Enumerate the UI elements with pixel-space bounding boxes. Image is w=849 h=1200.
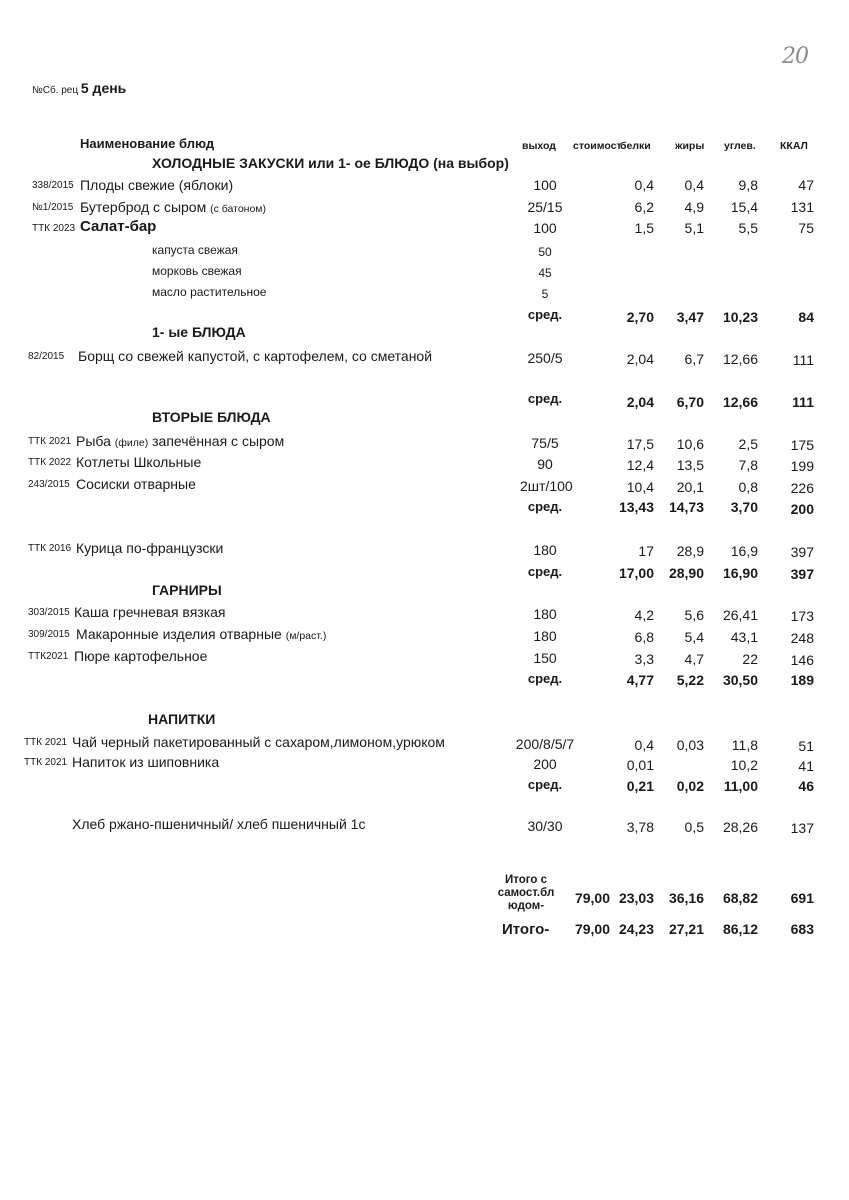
- dish-output: 75/5: [531, 435, 559, 451]
- carbs-value: 0,8: [738, 479, 758, 495]
- kcal-value: 84: [798, 309, 814, 325]
- dish-name-text: Макаронные изделия отварные: [76, 626, 282, 642]
- protein-value: 3,3: [634, 651, 654, 667]
- carbs-value: 9,8: [738, 177, 758, 193]
- protein-value: 3,78: [626, 819, 654, 835]
- dish-output: 25/15: [527, 199, 563, 215]
- dish-output: 100: [533, 220, 557, 236]
- dish-name: Котлеты Школьные: [76, 454, 202, 470]
- fat-value: 5,4: [684, 629, 704, 645]
- carbs-value: 16,90: [722, 565, 758, 581]
- carbs-value: 12,66: [722, 351, 758, 367]
- recipe-code: ТТК2021: [28, 651, 69, 662]
- protein-value: 2,04: [626, 394, 654, 410]
- avg-label: сред.: [527, 777, 563, 792]
- table-row: [0, 734, 849, 754]
- kcal-value: 46: [798, 778, 814, 794]
- average-row: [0, 777, 849, 797]
- section-drinks: НАПИТКИ: [148, 711, 216, 727]
- dish-output: 180: [533, 606, 557, 622]
- carbs-value: 10,23: [722, 309, 758, 325]
- table-row: [0, 454, 849, 474]
- protein-value: 24,23: [618, 921, 654, 937]
- fat-value: 6,70: [676, 394, 704, 410]
- ingredient-output: 50: [538, 245, 552, 259]
- carbs-value: 5,5: [738, 220, 758, 236]
- kcal-value: 111: [792, 394, 814, 410]
- kcal-value: 248: [790, 630, 814, 646]
- fat-value: 14,73: [668, 499, 704, 515]
- carbs-value: 10,2: [730, 757, 758, 773]
- table-row: [0, 540, 849, 560]
- recipe-book-prefix: №Сб. рец: [32, 85, 79, 96]
- table-row: [0, 348, 849, 368]
- ingredient-name: капуста свежая: [152, 243, 238, 257]
- protein-value: 0,4: [634, 737, 654, 753]
- table-row: [0, 648, 849, 668]
- kcal-value: 131: [790, 199, 814, 215]
- carbs-value: 7,8: [738, 457, 758, 473]
- protein-value: 2,70: [626, 309, 654, 325]
- fat-value: 10,6: [676, 436, 704, 452]
- dish-name: Борщ со свежей капустой, с картофелем, со сметаной: [78, 348, 433, 364]
- recipe-code: ТТК 2021: [28, 436, 72, 447]
- column-header-output: выход: [522, 140, 556, 152]
- dish-name: Чай черный пакетированный с сахаром,лимоном,урюком: [72, 734, 445, 750]
- protein-value: 10,4: [626, 479, 654, 495]
- fat-value: 20,1: [676, 479, 704, 495]
- recipe-code: 303/2015: [28, 607, 70, 618]
- fat-value: 0,02: [676, 778, 704, 794]
- recipe-code: 338/2015: [32, 180, 74, 191]
- dish-name: [80, 199, 266, 215]
- total-label-line: юдом-: [507, 900, 545, 912]
- kcal-value: 137: [790, 820, 814, 836]
- section-first-courses: 1- ые БЛЮДА: [152, 324, 246, 340]
- carbs-value: 16,9: [730, 543, 758, 559]
- cost-value: 79,00: [574, 890, 610, 906]
- dish-output: 2шт/100: [520, 478, 573, 494]
- fat-value: 13,5: [676, 457, 704, 473]
- dish-note: (филе): [114, 437, 149, 449]
- dish-output: 250/5: [527, 350, 563, 366]
- dish-output: 200/8/5/7: [515, 736, 575, 752]
- fat-value: 28,90: [668, 565, 704, 581]
- fat-value: 5,1: [684, 220, 704, 236]
- protein-value: 0,4: [634, 177, 654, 193]
- ingredient-name: масло растительное: [152, 285, 267, 299]
- kcal-value: 51: [798, 738, 814, 754]
- protein-value: 1,5: [634, 220, 654, 236]
- total-label: Итого-: [502, 921, 550, 938]
- kcal-value: 75: [798, 220, 814, 236]
- kcal-value: 397: [790, 544, 814, 560]
- recipe-code: ТТК 2016: [28, 543, 72, 554]
- recipe-code: ТТК 2023: [32, 223, 76, 234]
- protein-value: 23,03: [618, 890, 654, 906]
- avg-label: сред.: [527, 391, 563, 406]
- dish-name: Плоды свежие (яблоки): [80, 177, 234, 193]
- table-row: [0, 626, 849, 646]
- dish-name: Салат-бар: [80, 218, 157, 235]
- recipe-code: ТТК 2021: [24, 757, 68, 768]
- kcal-value: 41: [798, 758, 814, 774]
- kcal-value: 111: [792, 352, 814, 368]
- protein-value: 6,8: [634, 629, 654, 645]
- kcal-value: 226: [790, 480, 814, 496]
- recipe-code: №1/2015: [32, 202, 74, 213]
- recipe-code: ТТК 2022: [28, 457, 72, 468]
- handwritten-page-number: 20: [782, 44, 808, 69]
- dish-name: [76, 626, 326, 642]
- fat-value: 36,16: [668, 890, 704, 906]
- recipe-code: 309/2015: [28, 629, 70, 640]
- table-row: [0, 199, 849, 219]
- protein-value: 17,00: [618, 565, 654, 581]
- kcal-value: 691: [790, 890, 814, 906]
- dish-name: Каша гречневая вязкая: [74, 604, 226, 620]
- carbs-value: 15,4: [730, 199, 758, 215]
- dish-name: Хлеб ржано-пшеничный/ хлеб пшеничный 1с: [72, 816, 366, 832]
- document-header: [32, 80, 126, 96]
- fat-value: 6,7: [684, 351, 704, 367]
- dish-output: 200: [533, 756, 557, 772]
- fat-value: 0,4: [684, 177, 704, 193]
- column-header-name: Наименование блюд: [80, 136, 215, 151]
- dish-note: (с батоном): [210, 203, 267, 215]
- dish-output: 150: [533, 650, 557, 666]
- cost-value: 79,00: [574, 921, 610, 937]
- avg-label: сред.: [527, 671, 563, 686]
- carbs-value: 22: [742, 651, 758, 667]
- ingredient-row: [0, 243, 849, 263]
- column-header-carbs: углев.: [724, 140, 756, 152]
- total-label-line: самост.бл: [497, 887, 555, 899]
- ingredient-row: [0, 285, 849, 305]
- section-second-courses: ВТОРЫЕ БЛЮДА: [152, 409, 271, 425]
- column-header-fat: жиры: [675, 140, 705, 152]
- protein-value: 17,5: [626, 436, 654, 452]
- total-with-first-row: [0, 890, 849, 910]
- fat-value: 27,21: [668, 921, 704, 937]
- protein-value: 4,77: [626, 672, 654, 688]
- table-row: [0, 433, 849, 453]
- fat-value: 4,9: [684, 199, 704, 215]
- carbs-value: 2,5: [738, 436, 758, 452]
- dish-name: Напиток из шиповника: [72, 754, 220, 770]
- column-header-protein: белки: [620, 140, 651, 152]
- recipe-code: 82/2015: [28, 351, 65, 362]
- fat-value: 5,6: [684, 607, 704, 623]
- carbs-value: 30,50: [722, 672, 758, 688]
- kcal-value: 200: [790, 501, 814, 517]
- dish-output: 100: [533, 177, 557, 193]
- protein-value: 2,04: [626, 351, 654, 367]
- table-row: [0, 604, 849, 624]
- dish-name: [76, 433, 284, 449]
- avg-label: сред.: [527, 499, 563, 514]
- average-row: [0, 307, 849, 327]
- fat-value: 0,03: [676, 737, 704, 753]
- kcal-value: 397: [790, 566, 814, 582]
- protein-value: 4,2: [634, 607, 654, 623]
- table-row: [0, 220, 849, 240]
- dish-name: Сосиски отварные: [76, 476, 196, 492]
- avg-label: сред.: [527, 564, 563, 579]
- column-header-kcal: ККАЛ: [780, 140, 808, 152]
- carbs-value: 11,00: [723, 778, 758, 794]
- carbs-value: 86,12: [722, 921, 758, 937]
- protein-value: 12,4: [626, 457, 654, 473]
- fat-value: 5,22: [676, 672, 704, 688]
- table-row: [0, 816, 849, 836]
- protein-value: 17: [638, 543, 654, 559]
- avg-label: сред.: [527, 307, 563, 322]
- section-cold-appetizers: ХОЛОДНЫЕ ЗАКУСКИ или 1- ое БЛЮДО (на выбор): [152, 155, 509, 171]
- fat-value: 28,9: [676, 543, 704, 559]
- kcal-value: 683: [790, 921, 814, 937]
- average-row: [0, 671, 849, 691]
- fat-value: 0,5: [684, 819, 704, 835]
- ingredient-output: 5: [541, 287, 549, 301]
- dish-name-text: запечённая с сыром: [152, 433, 285, 449]
- kcal-value: 175: [790, 437, 814, 453]
- carbs-value: 68,82: [722, 890, 758, 906]
- dish-name: Курица по-французски: [76, 540, 224, 556]
- kcal-value: 189: [790, 672, 814, 688]
- column-header-cost: стоимост: [573, 140, 622, 152]
- carbs-value: 3,70: [730, 499, 758, 515]
- table-row: [0, 177, 849, 197]
- carbs-value: 43,1: [730, 629, 758, 645]
- kcal-value: 47: [798, 177, 814, 193]
- ingredient-output: 45: [538, 266, 552, 280]
- dish-name-text: Бутерброд с сыром: [80, 199, 207, 215]
- carbs-value: 11,8: [731, 737, 758, 753]
- table-row: [0, 754, 849, 774]
- carbs-value: 26,41: [722, 607, 758, 623]
- total-label-line: Итого с: [504, 874, 548, 886]
- dish-name: Пюре картофельное: [74, 648, 208, 664]
- average-row: [0, 564, 849, 584]
- dish-output: 180: [533, 542, 557, 558]
- kcal-value: 146: [790, 652, 814, 668]
- dish-note: (м/раст.): [285, 630, 327, 642]
- protein-value: 0,01: [626, 757, 654, 773]
- ingredient-name: морковь свежая: [152, 264, 242, 278]
- protein-value: 13,43: [618, 499, 654, 515]
- recipe-code: 243/2015: [28, 479, 70, 490]
- ingredient-row: [0, 264, 849, 284]
- kcal-value: 173: [790, 608, 814, 624]
- average-row: [0, 391, 849, 411]
- day-label: 5 день: [80, 80, 127, 96]
- protein-value: 6,2: [634, 199, 654, 215]
- average-row: [0, 499, 849, 519]
- fat-value: 3,47: [676, 309, 704, 325]
- kcal-value: 199: [790, 458, 814, 474]
- carbs-value: 12,66: [722, 394, 758, 410]
- recipe-code: ТТК 2021: [24, 737, 68, 748]
- dish-output: 30/30: [527, 818, 563, 834]
- dish-output: 180: [533, 628, 557, 644]
- fat-value: 4,7: [684, 651, 704, 667]
- section-garnishes: ГАРНИРЫ: [152, 582, 222, 598]
- carbs-value: 28,26: [722, 819, 758, 835]
- dish-output: 90: [537, 456, 553, 472]
- table-row: [0, 476, 849, 496]
- protein-value: 0,21: [626, 778, 654, 794]
- dish-name-text: Рыба: [76, 433, 111, 449]
- total-row: [0, 921, 849, 941]
